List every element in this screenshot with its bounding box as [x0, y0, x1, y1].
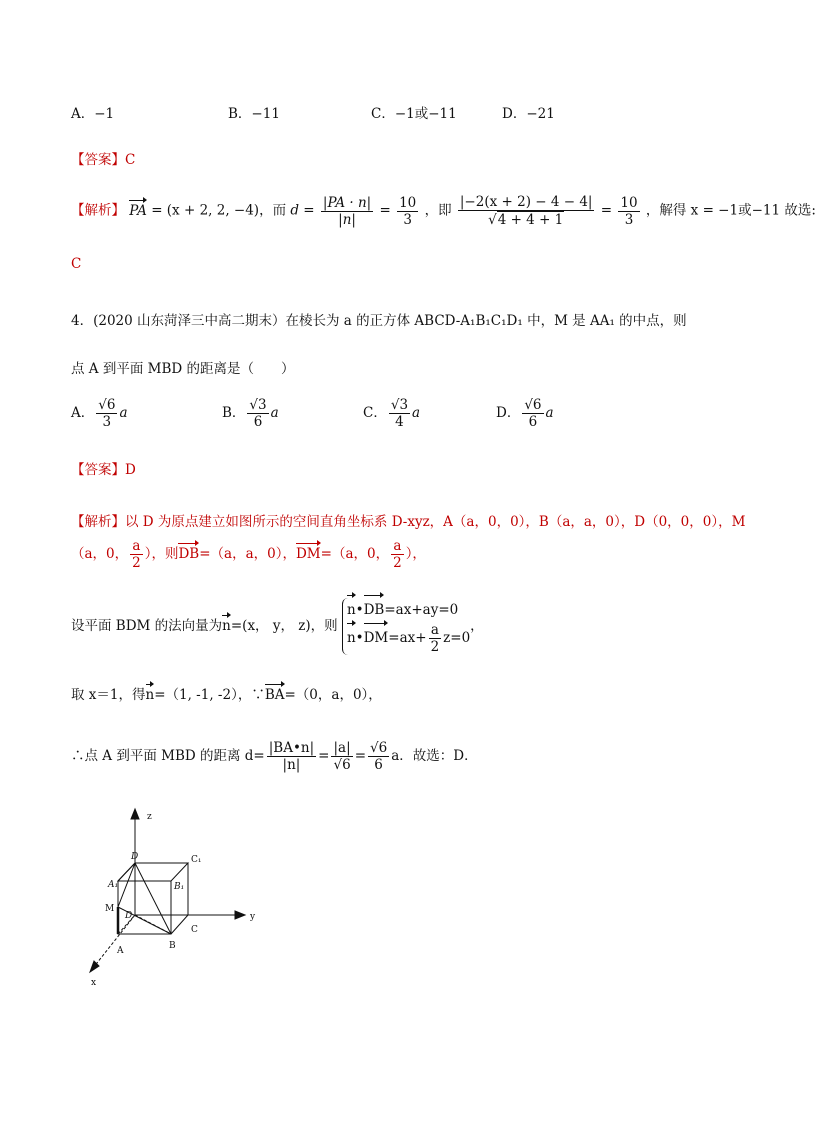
answer-label: 【答案】: [71, 152, 125, 168]
cube-edge: [118, 863, 135, 881]
label-d-top: D: [131, 852, 139, 862]
label-y: y: [250, 912, 256, 922]
distance-fraction: $\frac{|PA \cdot n|}{|n|}$: [322, 194, 372, 228]
label-b1: B₁: [174, 882, 185, 892]
solution-label: 【解析】: [71, 202, 125, 219]
equation-fraction: $\frac{|-2(x + 2) - 4 - 4|}{√4 + 4 + 1}$: [459, 194, 593, 228]
label-b: B: [169, 941, 176, 951]
segment-dm: [118, 863, 135, 907]
q3-option-c: C．−1或−11: [371, 106, 457, 122]
d-eq: d =: [290, 202, 315, 219]
q4-answer: [71, 458, 136, 478]
q4-solution-line1: 【解析】以 D 为原点建立如图所示的空间直角坐标系 D-xyz，A（a，0，0），B（a，a，0），D（0，0，0），M: [71, 514, 746, 530]
label-c: C: [191, 925, 198, 935]
q4-stem-line2: 点 A 到平面 MBD 的距离是（ ）: [71, 361, 295, 377]
q3-option-d: D．−21: [502, 106, 555, 122]
vector-n: n: [222, 618, 231, 634]
y-arrow: [235, 911, 245, 919]
pa-value: = (x + 2, 2, −4)，而: [151, 202, 287, 219]
label-z: z: [147, 812, 152, 822]
q3-option-b: B．−11: [228, 106, 280, 122]
cube-front-face: [118, 881, 171, 934]
q3-answer-tail: C: [71, 256, 82, 272]
q4-solution-line2: （a，0， $\frac{a}{2}$ ），则DB=（a，a，0），DM=（a，0， $\frac{a}{2}$ ），: [71, 538, 426, 571]
label-a: A: [117, 946, 124, 956]
x-axis: [93, 915, 135, 968]
q4-solution-line3: 设平面 BDM 的法向量为n=(x， y， z)，则 n•DB=ax+ay=0 n•DM=ax+ $\frac{a}{2}$ z=0 ，: [71, 598, 484, 655]
q4-solution-line5: ∴点 A 到平面 MBD 的距离 d= $\frac{|BA•n|}{|n|}$ = $\frac{|a|}{√6}$ = $\frac{√6}{6}$ a．故选：D．: [71, 740, 478, 773]
q3-solution: 【解析】 PA = (x + 2, 2, −4)，而 d = $\frac{|PA \cdot n|}{|n|}$ = $\frac{10}{3}$ ，即 $\frac{|-2(x + 2) - 4 - 4|}{√4 + 4 + 1}$ = $\frac{10}{3}$ ，解得 x = −1或−11 故选:: [71, 194, 816, 228]
label-a1: A₁: [108, 880, 119, 890]
z-arrow: [131, 809, 139, 819]
q3-option-a: A．−1: [71, 106, 115, 122]
q4-solution-line4: 取 x＝1，得n=（1, -1, -2），∵BA=（0，a，0），: [71, 687, 382, 703]
q4-option-a: A． $\frac{√6}{3}$ a: [71, 397, 128, 430]
diagonal-db: [135, 863, 171, 934]
equation-system: n•DB=ax+ay=0 n•DM=ax+ $\frac{a}{2}$ z=0: [342, 598, 470, 655]
label-m: M: [105, 904, 115, 914]
q4-stem-line1: 4．(2020 山东菏泽三中高二期末）在棱长为 a 的正方体 ABCD-A₁B₁C₁D₁ 中，M 是 AA₁ 的中点，则: [71, 313, 687, 329]
q4-option-d: D． $\frac{√6}{6}$ a: [496, 397, 554, 430]
vector-db: DB: [178, 546, 200, 562]
cube-diagram: [85, 805, 275, 995]
ten-thirds: $\frac{10}{3}$: [399, 194, 417, 228]
label-x: x: [91, 978, 97, 988]
label-c1: C₁: [191, 855, 202, 865]
vector-pa: PA: [129, 202, 147, 219]
answer-label: 【答案】: [71, 462, 125, 478]
cube-top-face: [118, 863, 188, 881]
answer-value: D: [125, 462, 136, 478]
solved-text: ，解得 x = −1或−11 故选:: [645, 202, 816, 219]
vector-dm: DM: [295, 546, 321, 562]
q4-option-b: B． $\frac{√3}{6}$ a: [222, 397, 279, 430]
q4-option-c: C． $\frac{√3}{4}$ a: [363, 397, 421, 430]
ten-thirds-2: $\frac{10}{3}$: [620, 194, 638, 228]
vector-ba: BA: [264, 687, 285, 703]
label-d-low: D: [125, 911, 133, 921]
answer-value: C: [125, 152, 136, 168]
q3-answer: [71, 148, 135, 168]
cube-edge: [171, 915, 188, 934]
